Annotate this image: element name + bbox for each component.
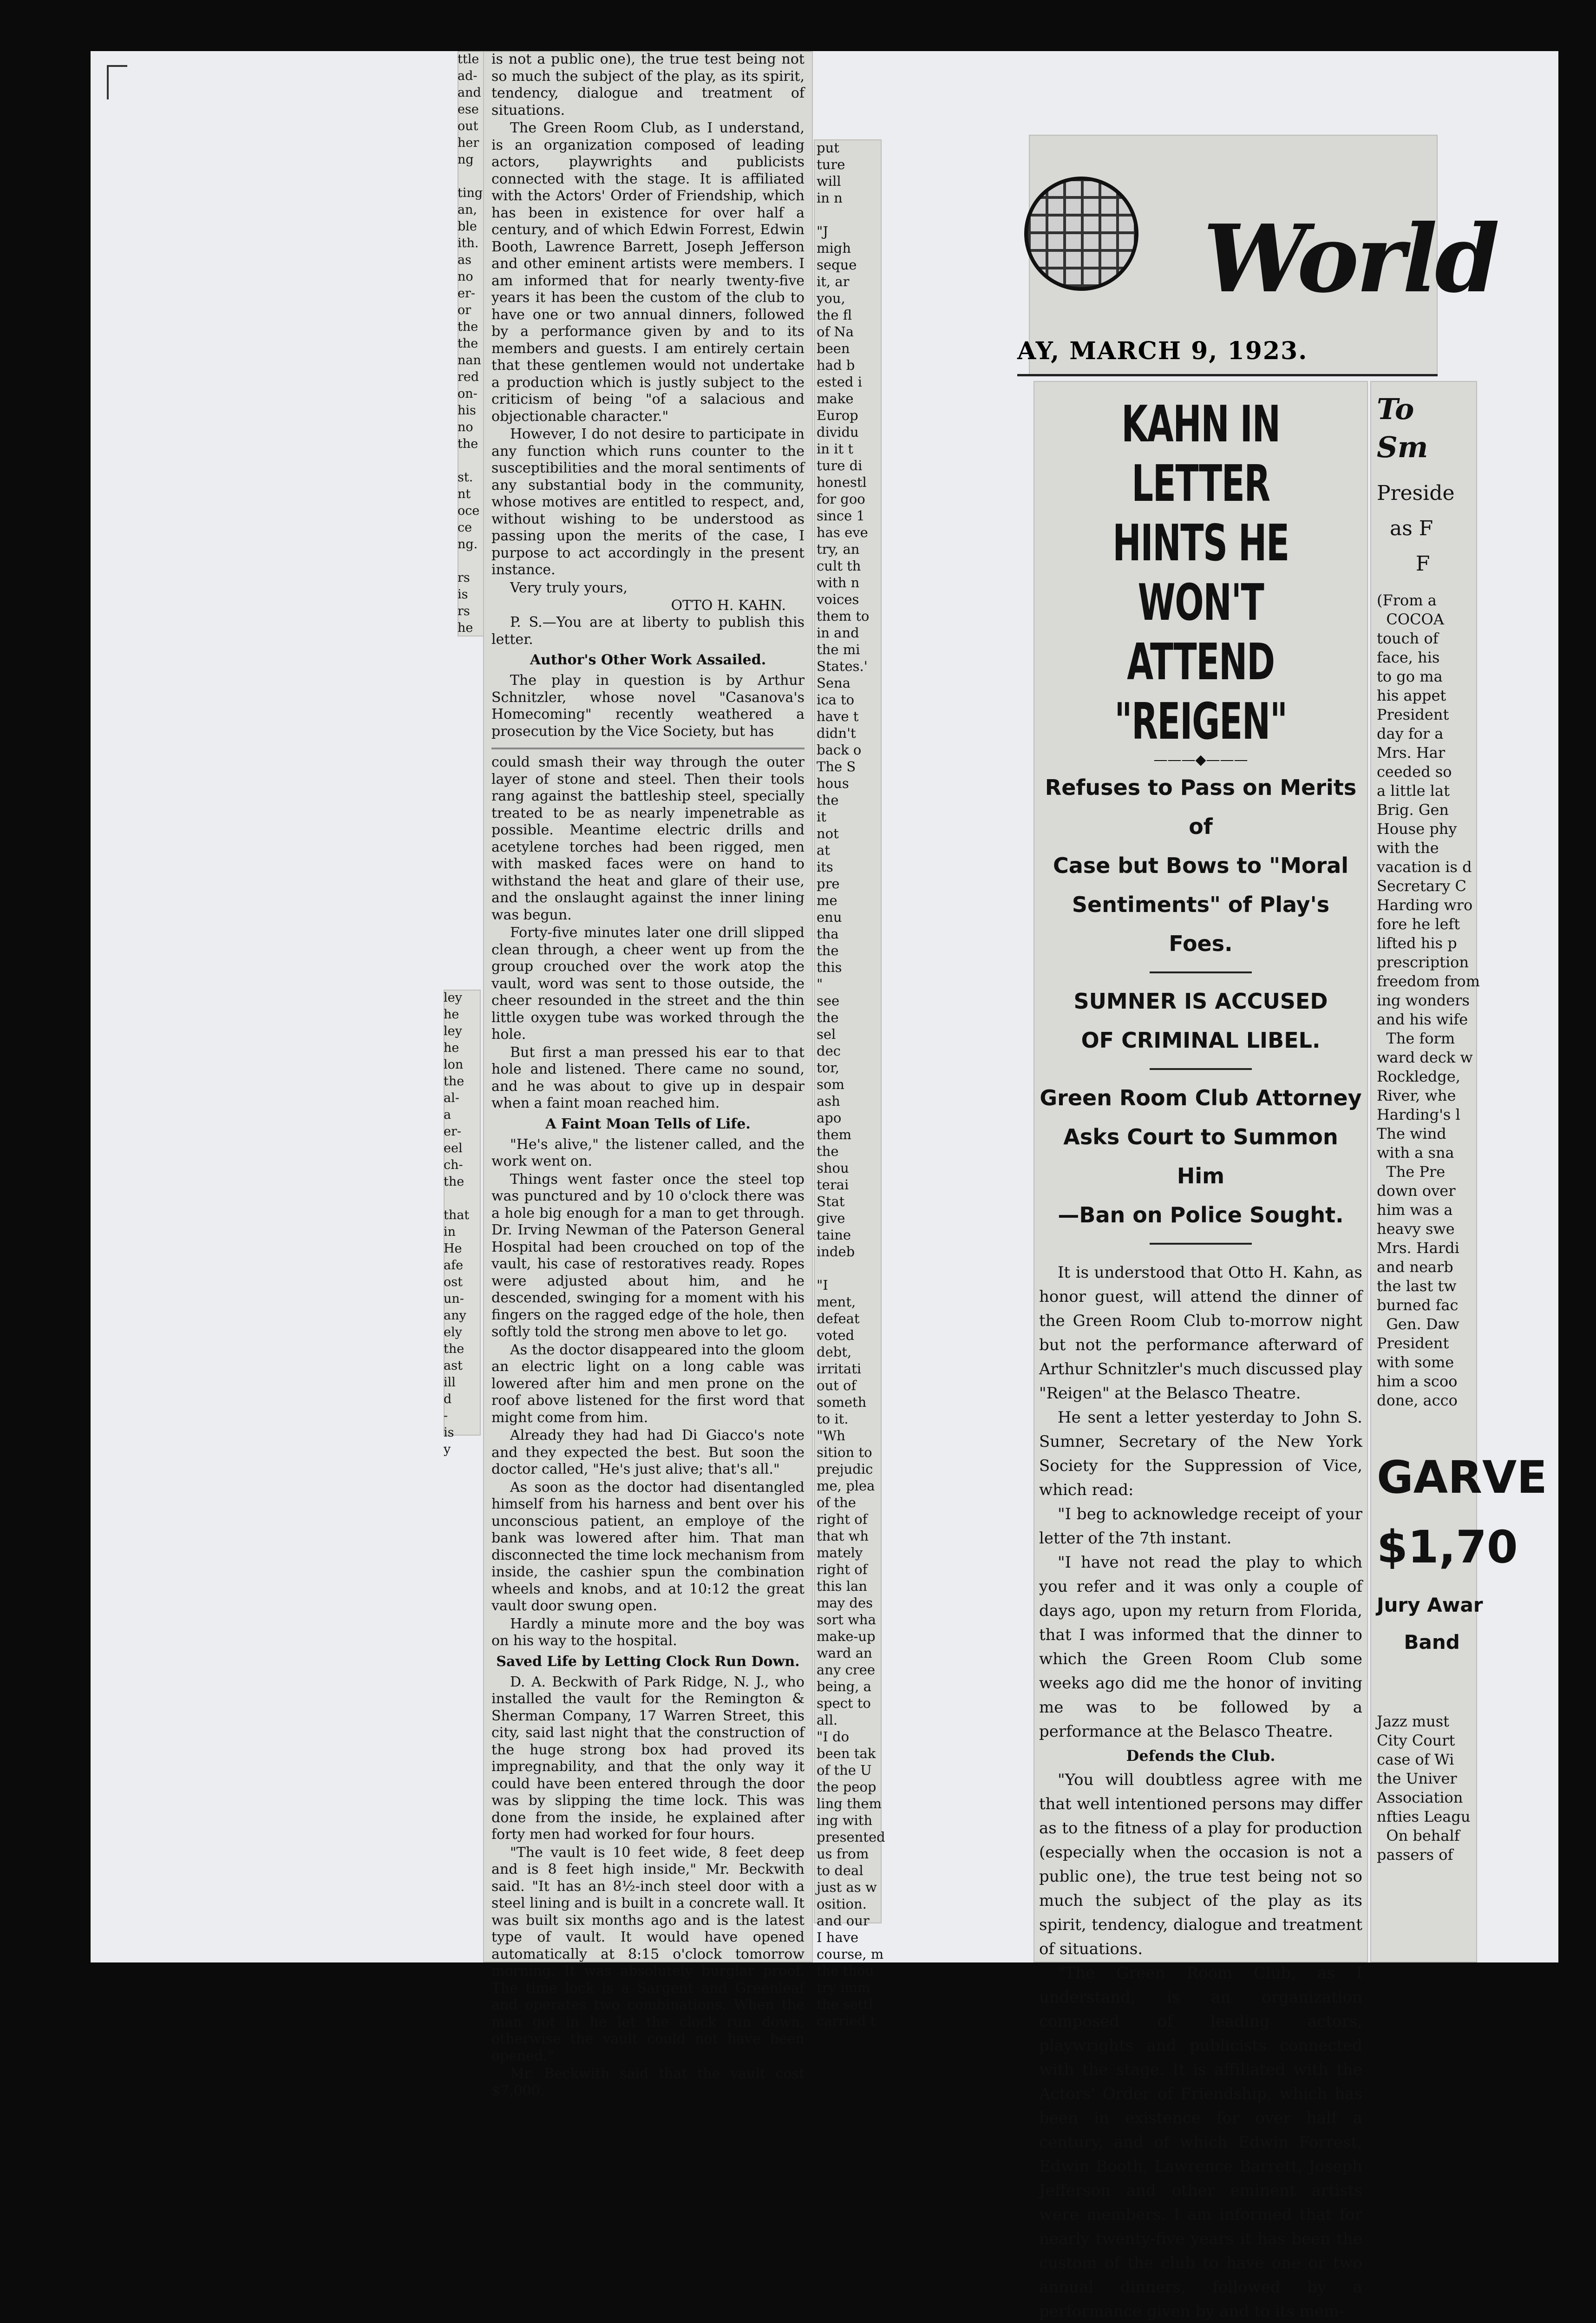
margin-text: ley he ley he lon the al- a er- eel ch- the that in He afe ost un- any ely the ast ill d - is y	[444, 991, 470, 1457]
rule	[1150, 1243, 1252, 1245]
subhead: Defends the Club.	[1126, 1747, 1275, 1765]
deck-line: —Ban on Police Sought.	[1058, 1202, 1344, 1227]
headline-line: HINTS HE WON'T	[1112, 514, 1289, 632]
dateline: AY, MARCH 9, 1923.	[1017, 337, 1308, 365]
masthead-rule	[1017, 374, 1438, 376]
fragment-body: Jazz must City Court case of Wi the Univer Association nfties Leagu On behalf passers of	[1377, 1713, 1471, 1864]
deck-line: Green Room Club Attorney	[1040, 1085, 1362, 1110]
deck	[1039, 768, 1362, 963]
paragraph: "The Green Room Club, as I understand, is an organization composed of leading actors, playwrights and publicists connected with the stage. It is affiliated with the Actors' Order of Friendship, which has been in existence for over half a century, and of which Edwin Forrest, Edwin Booth, Lawrence Barrett, Joseph Jefferson and other eminent artists were members. I am informed that for nearly twenty-five years it has been the custom of the club to have one or two annual dinners, followed by a performance given by and to its mem-	[1039, 1964, 1362, 2321]
fragment-body: (From a COCOA touch of face, his to go ma his appet President day for a Mrs. Har ceeded so a little lat Brig. Gen House phy with the vacation is d Secretary C Harding wro fore he left lifted his p prescription freedom from ing wonders and his wife The form ward deck w Rockledge, River, whe Harding's l The wind with a sna The Pre down over him was a heavy swe Mrs. Hardi and nearb the last tw burned fac Gen. Daw President with some him a scoo done, acco	[1377, 591, 1480, 1409]
signature: OTTO H. KAHN.	[671, 597, 786, 614]
margin-fragment-bottom	[444, 990, 481, 1457]
right-fragment-clipping	[1370, 381, 1547, 1962]
margin-fragment-top	[458, 51, 486, 637]
paragraph: Already they had had Di Giacco's note and they expected the best. But soon the doctor called, "He's just alive; that's all."	[491, 1427, 805, 1477]
divider	[491, 748, 805, 749]
paragraph: "I beg to acknowledge receipt of your letter of the 7th instant.	[1039, 1505, 1362, 1548]
deck	[1039, 982, 1362, 1060]
paragraph: But first a man pressed his ear to that hole and listened. There came no sound, and he was about to give up in despair when a faint moan reached him.	[491, 1044, 805, 1111]
paragraph: "You will doubtless agree with me that well intentioned persons may differ as to the fitness of a play for production (especially when the occasion is not a public one), the true test being not so much the subject of the play as its spirit, tendency, dialogue and treatment of situations.	[1039, 1771, 1362, 1958]
paragraph: Things went faster once the steel top was punctured and by 10 o'clock there was a hole big enough for a man to get through. Dr. Irving Newman of the Paterson General Hospital had been crouched on top of the vault, his case of restoratives ready. Ropes were adjusted about him, and he descended, swinging for a moment with his fingers on the ragged edge of the hole, then softly told the strong men above to let go.	[491, 1171, 805, 1340]
deck	[1039, 1078, 1362, 1234]
paragraph: "He's alive," the listener called, and the work went on.	[491, 1136, 805, 1169]
fragment-headline: GARVE $1,70	[1377, 1451, 1547, 1573]
globe-emblem-icon	[1024, 177, 1138, 291]
paragraph: Mr. Beckwith said that the vault cost $7,000.	[491, 2066, 805, 2099]
paragraph: He sent a letter yesterday to John S. Sumner, Secretary of the New York Society for the Suppression of Vice, which read:	[1039, 1408, 1362, 1499]
deck-line: OF CRIMINAL LIBEL.	[1081, 1028, 1321, 1053]
corner-crop-mark	[107, 65, 127, 99]
postscript: P. S.—You are at liberty to publish this letter.	[491, 614, 805, 648]
deck-line: Asks Court to Summon Him	[1063, 1124, 1338, 1188]
paragraph: The Green Room Club, as I understand, is an organization composed of leading actors, playwrights and publicists connected with the stage. It is affiliated with the Actors' Order of Friendship, which has been in existence for over half a century, and of which Edwin Forrest, Edwin Booth, Lawrence Barrett, Joseph Jefferson and other eminent artists were members. I am informed that for nearly twenty-five years it has been the custom of the club to have one or two annual dinners, followed by a performance given by and to its members and guests. I am entirely certain that these gentlemen would not undertake a production which is justly subject to the criticism of being "of a salacious and objectionable character."	[491, 120, 805, 425]
vault-article	[491, 754, 805, 2100]
paragraph: could smash their way through the outer layer of stone and steel. Then their tools rang against the battleship steel, specially treated to be as nearly impenetrable as possible. Meantime electric drills and acetylene torches had been rigged, men with masked faces were on hand to withstand the heat and glare of their use, and the onslaught against the inner lining was begun.	[491, 754, 805, 923]
rule	[1150, 971, 1252, 973]
paragraph: It is understood that Otto H. Kahn, as honor guest, will attend the dinner of the Green Room Club to-morrow night but not the performance afterward of Arthur Schnitzler's much discussed play "Reigen" at the Belasco Theatre.	[1039, 1263, 1362, 1403]
deck-line: Refuses to Pass on Merits of	[1045, 775, 1357, 839]
subhead: A Faint Moan Tells of Life.	[545, 1116, 751, 1132]
headline-line: ATTEND "REIGEN"	[1114, 633, 1287, 751]
rule	[1150, 1068, 1252, 1070]
paragraph: is not a public one), the true test being not so much the subject of the play, as its spirit, tendency, dialogue and treatment of situations.	[491, 51, 805, 118]
headline-line: KAHN IN LETTER	[1121, 395, 1280, 513]
deck-line: Case but Bows to "Moral	[1053, 853, 1349, 878]
deck-line: SUMNER IS ACCUSED	[1073, 989, 1328, 1014]
subhead: Author's Other Work Assailed.	[530, 652, 766, 668]
paragraph: As the doctor disappeared into the gloom an electric light on a long cable was lowered after him and men prone on the roof above listened for the first word that might come from him.	[491, 1341, 805, 1426]
clipping-left-column	[483, 51, 813, 2099]
paragraph: However, I do not desire to participate in any function which runs counter to the susceptibilities and the moral sentiments of any substantial body in the community, whose motives are entitled to respect, and, without wishing to be understood as passing upon the merits of the case, I purpose to act accordingly in the present instance.	[491, 426, 805, 578]
headline	[1039, 395, 1362, 752]
masthead-title: World	[1203, 204, 1497, 314]
paragraph: Hardly a minute more and the boy was on his way to the hospital.	[491, 1615, 805, 1649]
paragraph: "I have not read the play to which you refer and it was only a couple of days ago, upon my return from Florida, that I was informed that the dinner to which the Green Room Club some weeks ago did me the honor of inviting me was to be followed by a performance at the Belasco Theatre.	[1039, 1553, 1362, 1741]
ornament-rule: ———◆———	[1153, 752, 1248, 768]
paragraph: D. A. Beckwith of Park Ridge, N. J., who installed the vault for the Remington & Sherman Company, 17 Warren Street, this city, said last night that the construction of the huge strong box had proved its impregnability, and that the only way it could have been entered through the door was by slipping the time lock. This was done from the inside, he explained after forty men had worked for four hours.	[491, 1673, 805, 1843]
fragment-deck: Jury Awar Band	[1377, 1594, 1483, 1654]
narrow-column-text: put ture will in n "J migh seque it, ar you, the fl of Na been had b ested i make Europ dividu in it t ture di honestl for goo since 1 has eve try, an cult th with n voices them to in and the mi States.' Sena ica to have t didn't back o The S hous the it not at its pre me enu tha the this " see the sel dec tor, som ash apo them the shou terai Stat give taine indeb "I ment, defeat voted debt, irritati out of someth to it. "Wh sition to prejudic me, plea of the right of that wh mately right of this lan may des sort wha make-up ward an any cree being, a spect to all. "I do been tak of the U the peop ling them ing with presented us from to deal just as w osition. and our I have course, m the thou try imm the settl carried t	[817, 140, 885, 2029]
clipping-narrow-column	[814, 139, 885, 2029]
paragraph: "The vault is 10 feet wide, 8 feet deep and is 8 feet high inside," Mr. Beckwith said. "It has an 8½-inch steel door with a steel lining and is built in a concrete wall. It was built six months ago and is the latest type of vault. It would have opened automatically at 8:15 o'clock tomorrow morning. It was absolutely burglar proof. The time lock is a Sargent and Greenleaf and operates two combinations. When the man got in he let the clock run down, otherwise the vault could not have been opened."	[491, 1844, 805, 2064]
margin-text: ttle ad- and ese out her ng ting an, ble ith. as no er- or the the nan red on- his no the st. nt oce ce ng. rs is rs he	[458, 52, 483, 635]
fragment-deck: Preside as F F	[1377, 481, 1455, 576]
paragraph: As soon as the doctor had disentangled himself from his harness and bent over his unconscious patient, an employe of the bank was lowered after him. That man disconnected the time lock mechanism from inside, the cashier spun the combination wheels and knobs, and at 10:12 the great vault door swung open.	[491, 1479, 805, 1614]
paragraph: Forty-five minutes later one drill slipped clean through, a cheer went up from the group crouched over the work atop the vault, word was sent to those outside, the cheer resounded in the street and the thin little oxygen tube was worked through the hole.	[491, 925, 805, 1043]
closing: Very truly yours,	[510, 579, 628, 596]
article-clipping	[1033, 381, 1368, 2321]
subhead: Saved Life by Letting Clock Run Down.	[496, 1653, 800, 1670]
article-continuation	[491, 51, 805, 740]
paragraph: The play in question is by Arthur Schnitzler, whose novel "Casanova's Homecoming" recently weathered a prosecution by the Vice Society, but has	[491, 672, 805, 740]
deck-line: Sentiments" of Play's Foes.	[1072, 892, 1330, 956]
fragment-headline: To Sm	[1377, 392, 1428, 464]
